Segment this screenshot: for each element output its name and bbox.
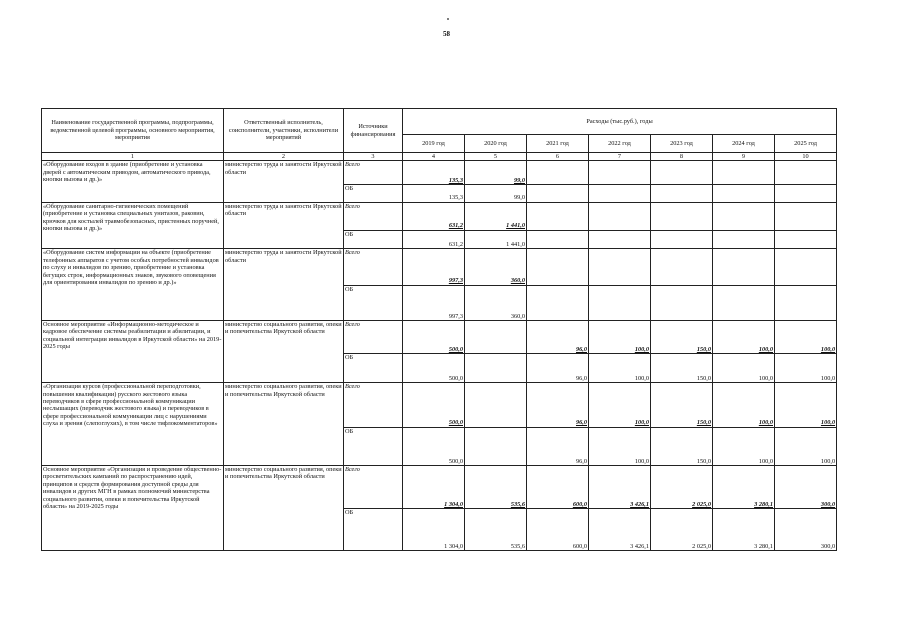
total-value: 100,0 (713, 320, 775, 353)
ob-value (713, 230, 775, 249)
table-row (42, 161, 837, 185)
source-total: Всего (344, 161, 403, 185)
ob-value: 1 441,0 (465, 230, 527, 249)
source-ob: ОБ (344, 427, 403, 465)
header-expenses: Расходы (тыс.руб.), годы (403, 109, 837, 135)
activity-name: «Организация курсов (профессиональной переподготовки, повышения квалификации) русского жестового языка переводчиков в сфере профессиональной коммуникации неслышащих (переводчик жестового языка) и переводчиков в сфере профессиональной коммуникации лиц с нарушениями слуха и зрения (слепоглухих), в том числе тифлокомментаторов» (42, 383, 224, 466)
header-year: 2024 год (713, 135, 775, 153)
column-number: 8 (651, 153, 713, 161)
total-value: 1 441,0 (465, 202, 527, 230)
source-total: Всего (344, 383, 403, 428)
ob-value: 600,0 (527, 509, 589, 551)
total-value: 99,0 (465, 161, 527, 185)
ob-value (713, 285, 775, 320)
total-value: 3 426,1 (589, 465, 651, 509)
total-value: 100,0 (589, 383, 651, 428)
scan-speck (447, 18, 449, 20)
header-year: 2021 год (527, 135, 589, 153)
ob-value: 100,0 (589, 427, 651, 465)
source-total: Всего (344, 465, 403, 509)
total-value: 500,0 (403, 383, 465, 428)
total-value (775, 249, 837, 285)
header-year: 2020 год (465, 135, 527, 153)
ob-value: 535,6 (465, 509, 527, 551)
ob-value (651, 230, 713, 249)
ob-value (651, 185, 713, 203)
total-value (527, 249, 589, 285)
executor: министерство социального развития, опеки и попечительства Иркутской области (224, 320, 344, 382)
total-value (651, 202, 713, 230)
column-number: 7 (589, 153, 651, 161)
column-number: 6 (527, 153, 589, 161)
ob-value (589, 230, 651, 249)
header-executor: Ответственный исполнитель, соисполнители, участники, исполнители мероприятий (224, 109, 344, 153)
total-value: 300,0 (775, 465, 837, 509)
total-value: 96,0 (527, 383, 589, 428)
ob-value (713, 185, 775, 203)
total-value: 631,2 (403, 202, 465, 230)
ob-value (465, 427, 527, 465)
ob-value (589, 185, 651, 203)
activity-name: «Оборудование систем информации на объекте (приобретение телефонных аппаратов с учетом особых потребностей инвалидов по слуху и инвалидов по зрению, приобретение и установка бегущих строк, информационных знаков, звукового оповещения для ориентирования инвалидов по зрению и др.)» (42, 249, 224, 320)
executor: министерство труда и занятости Иркутской области (224, 249, 344, 320)
ob-value (775, 230, 837, 249)
ob-value (651, 285, 713, 320)
executor: министерство социального развития, опеки и попечительства Иркутской области (224, 465, 344, 550)
ob-value: 100,0 (713, 427, 775, 465)
column-number: 2 (224, 153, 344, 161)
ob-value: 360,0 (465, 285, 527, 320)
total-value (651, 161, 713, 185)
ob-value (775, 185, 837, 203)
ob-value: 100,0 (589, 354, 651, 383)
total-value: 100,0 (775, 383, 837, 428)
total-value: 150,0 (651, 383, 713, 428)
source-ob: ОБ (344, 354, 403, 383)
total-value: 360,0 (465, 249, 527, 285)
header-year: 2025 год (775, 135, 837, 153)
activity-name: «Оборудование входов в здание (приобретение и установка дверей с автоматическим приводом, автоматического привода, кнопки вызова и др.)» (42, 161, 224, 202)
ob-value: 2 025,0 (651, 509, 713, 551)
ob-value: 100,0 (775, 427, 837, 465)
total-value: 150,0 (651, 320, 713, 353)
header-name: Наименование государственной программы, подпрограммы, ведомственной целевой программы, основного мероприятия, мероприятия (42, 109, 224, 153)
total-value: 1 304,0 (403, 465, 465, 509)
total-value: 997,3 (403, 249, 465, 285)
ob-value: 300,0 (775, 509, 837, 551)
ob-value: 3 426,1 (589, 509, 651, 551)
executor: министерство социального развития, опеки и попечительства Иркутской области (224, 383, 344, 466)
total-value (589, 249, 651, 285)
source-total: Всего (344, 320, 403, 353)
source-ob: ОБ (344, 285, 403, 320)
budget-table (41, 108, 837, 551)
ob-value: 631,2 (403, 230, 465, 249)
total-value (527, 161, 589, 185)
executor: министерство труда и занятости Иркутской области (224, 202, 344, 249)
total-value (713, 249, 775, 285)
ob-value: 3 280,1 (713, 509, 775, 551)
column-number: 10 (775, 153, 837, 161)
total-value (651, 249, 713, 285)
total-value (527, 202, 589, 230)
ob-value: 135,3 (403, 185, 465, 203)
ob-value: 150,0 (651, 354, 713, 383)
total-value (713, 161, 775, 185)
ob-value: 99,0 (465, 185, 527, 203)
total-value: 100,0 (713, 383, 775, 428)
total-value: 96,0 (527, 320, 589, 353)
header-source: Источники финансирования (344, 109, 403, 153)
ob-value: 500,0 (403, 427, 465, 465)
source-ob: ОБ (344, 230, 403, 249)
ob-value: 997,3 (403, 285, 465, 320)
ob-value: 500,0 (403, 354, 465, 383)
ob-value: 96,0 (527, 354, 589, 383)
ob-value (527, 285, 589, 320)
total-value (713, 202, 775, 230)
table-row (42, 320, 837, 353)
header-year: 2022 год (589, 135, 651, 153)
table-row (42, 383, 837, 428)
total-value (589, 161, 651, 185)
ob-value: 100,0 (775, 354, 837, 383)
total-value: 2 025,0 (651, 465, 713, 509)
ob-value (589, 285, 651, 320)
activity-name: Основное мероприятие «Организация и проведение общественно-просветительских кампаний по распространению идей, принципов и средств формирования доступной среды для инвалидов и других МГН в рамках полномочий министерства социального развития, опеки и попечительства Иркутской области» на 2019-2025 годы (42, 465, 224, 550)
column-number: 9 (713, 153, 775, 161)
ob-value: 150,0 (651, 427, 713, 465)
source-total: Всего (344, 202, 403, 230)
total-value: 500,0 (403, 320, 465, 353)
ob-value (775, 285, 837, 320)
total-value (589, 202, 651, 230)
total-value: 135,3 (403, 161, 465, 185)
table-row (42, 465, 837, 509)
total-value (465, 383, 527, 428)
total-value (775, 202, 837, 230)
header-year: 2023 год (651, 135, 713, 153)
total-value: 535,6 (465, 465, 527, 509)
ob-value (465, 354, 527, 383)
executor: министерство труда и занятости Иркутской области (224, 161, 344, 202)
source-total: Всего (344, 249, 403, 285)
column-number: 4 (403, 153, 465, 161)
ob-value: 100,0 (713, 354, 775, 383)
ob-value: 1 304,0 (403, 509, 465, 551)
total-value: 100,0 (589, 320, 651, 353)
table-row (42, 249, 837, 285)
total-value (465, 320, 527, 353)
total-value: 3 280,1 (713, 465, 775, 509)
source-ob: ОБ (344, 509, 403, 551)
ob-value (527, 230, 589, 249)
total-value: 100,0 (775, 320, 837, 353)
ob-value: 96,0 (527, 427, 589, 465)
source-ob: ОБ (344, 185, 403, 203)
header-year: 2019 год (403, 135, 465, 153)
activity-name: Основное мероприятие «Информационно-методическое и кадровое обеспечение системы реабилитации и абилитации, и социальной интеграции инвалидов в Иркутской области» на 2019-2025 годы (42, 320, 224, 382)
activity-name: «Оборудование санитарно-гигиенических помещений (приобретение и установка специальных унитазов, раковин, крючков для костылей травмобезопасных, пристенных поручней, кнопки вызова и др.)» (42, 202, 224, 249)
column-number: 1 (42, 153, 224, 161)
total-value: 600,0 (527, 465, 589, 509)
table-row (42, 202, 837, 230)
ob-value (527, 185, 589, 203)
total-value (775, 161, 837, 185)
column-number: 3 (344, 153, 403, 161)
column-number: 5 (465, 153, 527, 161)
page-number: 58 (443, 30, 450, 38)
